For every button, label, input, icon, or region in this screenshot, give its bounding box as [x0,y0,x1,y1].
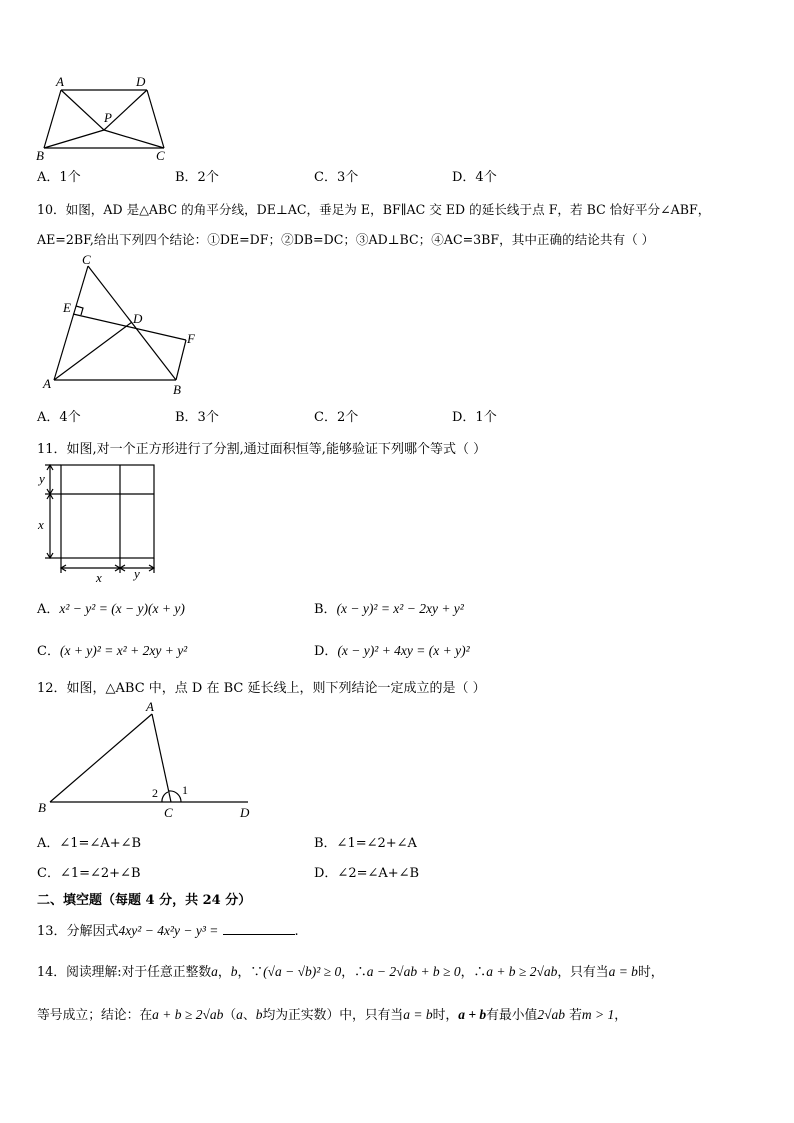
q14-text: ， [217,965,231,980]
q12-stem: 12．如图，△ABC 中，点 D 在 BC 延长线上，则下列结论一定成立的是（ ） [37,681,486,696]
q11-option-d[interactable] [314,640,470,659]
label-e: E [63,300,71,315]
label-c: C [82,252,91,267]
q11-option-b[interactable] [314,598,464,617]
q14-text: ，∵ [237,965,264,980]
label-b: B [36,148,44,163]
q14-expr: a + b ≥ 2√ab [486,964,558,979]
option-label: C． [37,644,60,659]
label-b: B [38,800,46,815]
label-d: D [136,74,146,89]
q14-text: 有最小值 [486,1008,538,1023]
figure-q11-square [36,460,160,586]
q14-expr: m > 1 [581,1007,615,1022]
q14-expr: a − 2√ab + b ≥ 0 [366,964,461,979]
q14-text: 等号成立；结论：在 [37,1008,153,1023]
q14-text: （ [223,1008,237,1023]
q10-stem-line2: AE=2BF,给出下列四个结论：①DE=DF；②DB=DC；③AD⊥BC；④AC=3BF，其中正确的结论共有（ ） [37,232,655,247]
label-d: D [133,311,143,326]
section-heading: 二、填空题（每题 4 分，共 24 分） [37,893,252,908]
label-angle-2: 2 [152,786,158,800]
q14-expr: (√a − √b)² ≥ 0 [263,964,342,979]
label-a: A [43,376,51,391]
q11-option-a[interactable] [37,598,185,617]
option-expr: (x − y)² = x² − 2xy + y² [336,601,464,616]
q14-text: ， [614,1008,628,1023]
label-y-left: y [39,471,45,486]
label-angle-1: 1 [182,783,188,797]
q12-option-c[interactable]: C．∠1=∠2+∠B [37,866,141,881]
q14-expr: a + b ≥ 2√ab [152,1007,224,1022]
q11-stem: 11．如图,对一个正方形进行了分割,通过面积恒等,能够验证下列哪个等式（ ） [37,442,487,457]
q14-text: 14．阅读理解:对于任意正整数 [37,965,212,980]
label-c: C [164,805,173,820]
q13-question [37,920,299,939]
q14-text: 、 [242,1008,256,1023]
q10-option-c[interactable]: C．2个 [314,410,359,425]
q13-prefix: 13．分解因式 [37,924,119,939]
option-label: D． [314,644,338,659]
q14-text: ，∴ [341,965,367,980]
q14-var: b [255,1007,263,1022]
q14-var: a [211,964,218,979]
q14-var: a [236,1007,243,1022]
figure-q9-trapezoid [34,72,174,164]
option-label: A． [37,602,60,617]
q9-option-c[interactable]: C．3个 [314,170,359,185]
label-a: A [56,74,64,89]
q14-line1 [37,961,664,980]
q11-option-c[interactable] [37,640,187,659]
q14-expr: a = b [608,964,638,979]
q13-expression: 4xy² − 4x²y − y³ = [118,923,219,938]
q10-option-a[interactable]: A．4个 [37,410,81,425]
q9-option-b[interactable]: B．2个 [175,170,219,185]
q12-option-b[interactable]: B．∠1=∠2+∠A [314,836,417,851]
figure-q10-triangle [38,252,208,398]
q14-line2 [37,1004,627,1023]
label-a: A [146,699,154,714]
q14-var: b [230,964,238,979]
q10-stem-line1: 10．如图，AD 是△ABC 的角平分线，DE⊥AC，垂足为 E，BF∥AC 交 ED 的延长线于点 F，若 BC 恰好平分∠ABF， [37,202,711,217]
option-expr: (x + y)² = x² + 2xy + y² [59,643,188,658]
q14-text: ，只有当 [557,965,609,980]
q12-option-a[interactable]: A．∠1=∠A+∠B [37,836,142,851]
figure-q12-triangle [34,698,260,822]
q9-option-a[interactable]: A．1个 [37,170,81,185]
label-y-bottom: y [134,566,140,581]
q10-option-d[interactable]: D．1个 [452,410,497,425]
label-c: C [156,148,165,163]
label-f: F [187,331,195,346]
option-expr: (x − y)² + 4xy = (x + y)² [337,643,470,658]
q14-text: 均为正实数）中，只有当 [262,1008,404,1023]
label-p: P [104,110,112,125]
q14-text: ，∴ [460,965,487,980]
label-b: B [173,382,181,397]
q14-expr: a = b [403,1007,433,1022]
label-x-bottom: x [96,570,102,585]
label-x-left: x [38,517,44,532]
q14-text: 时， [637,965,664,980]
label-d: D [240,805,250,820]
q13-answer-blank[interactable] [223,922,295,935]
q14-expr: 2√ab [537,1007,565,1022]
q14-text: 若 [565,1008,582,1023]
q12-option-d[interactable]: D．∠2=∠A+∠B [314,866,420,881]
q14-expr: a + b [458,1007,487,1022]
q14-text: 时， [432,1008,459,1023]
q9-option-d[interactable]: D．4个 [452,170,497,185]
q10-option-b[interactable]: B．3个 [175,410,219,425]
option-expr: x² − y² = (x − y)(x + y) [59,601,185,616]
option-label: B． [314,602,337,617]
q13-end: . [294,924,299,939]
